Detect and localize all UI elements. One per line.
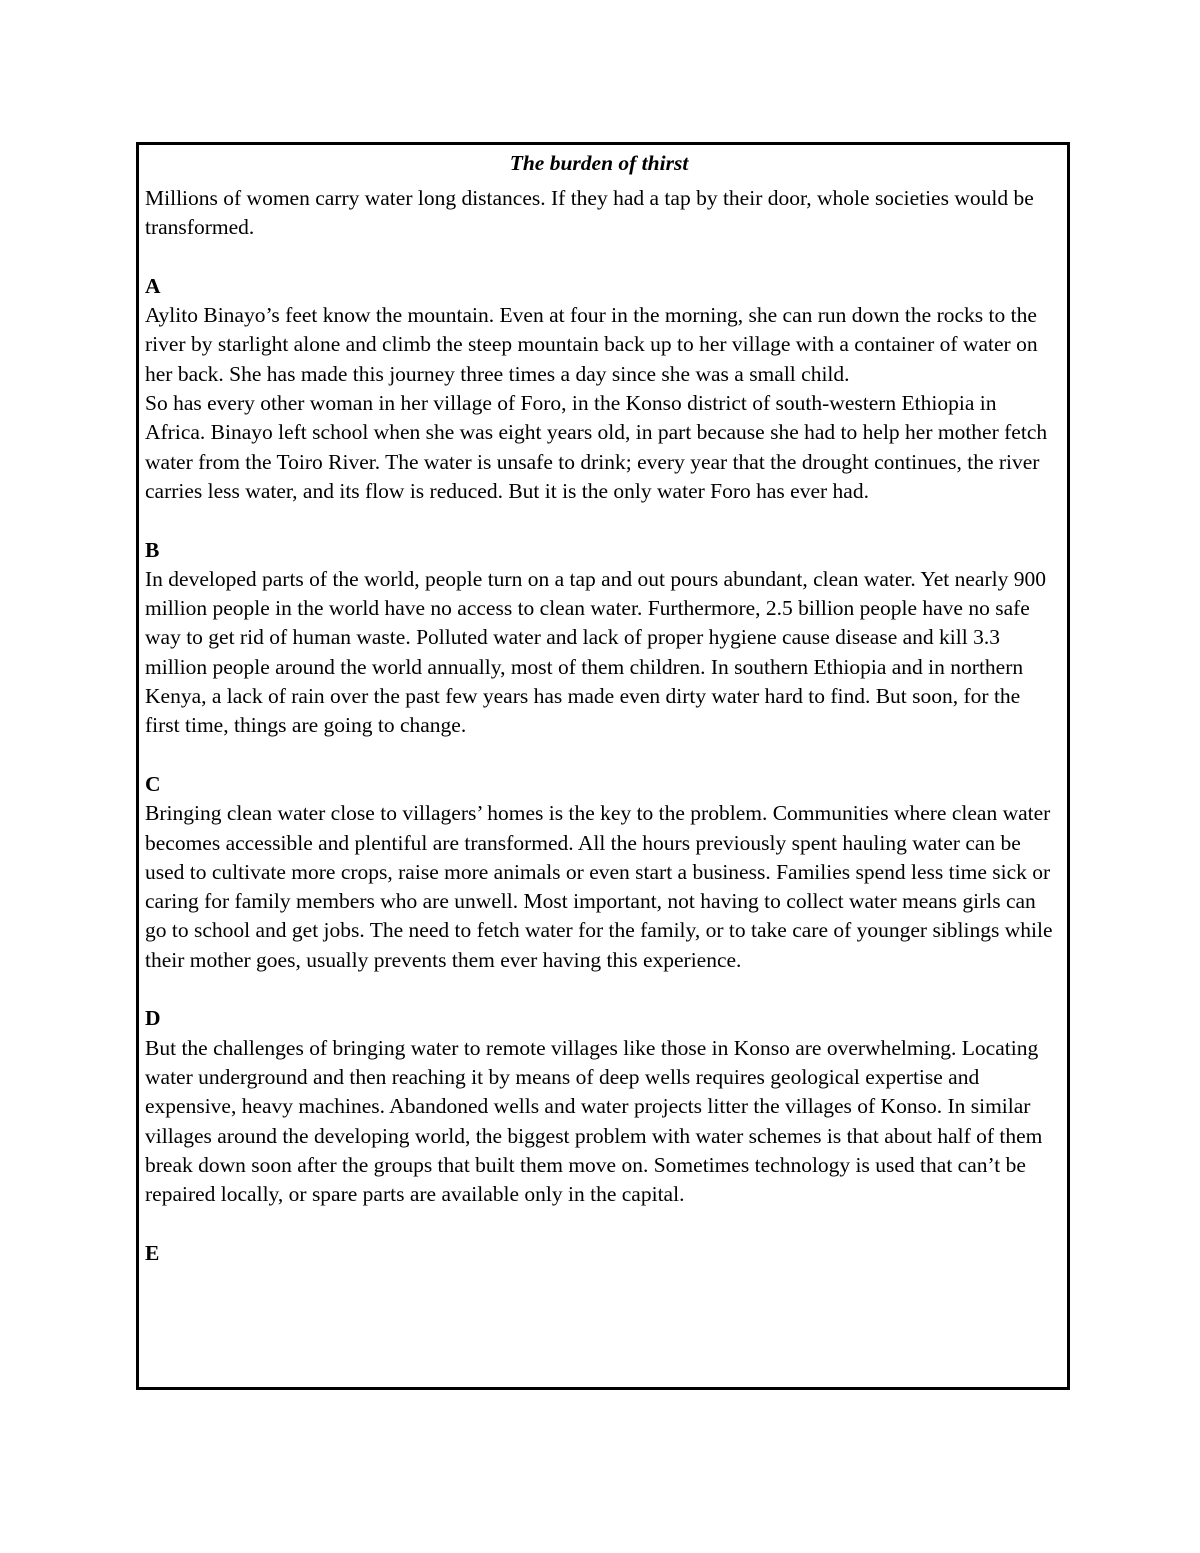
section-d-letter: D [145, 1006, 161, 1031]
paragraph-gap [145, 975, 1053, 1004]
document-title: The burden of thirst [509, 151, 689, 175]
document-content [139, 145, 1067, 1268]
section-a-paragraph-2: So has every other woman in her village of Foro, in the Konso district of south-western Ethiopia in Africa. Binayo left school when she was eight years old, in part because she had to help her mother fetch water from the Toiro River. The water is unsafe to drink; every year that the drought continues, the river carries less water, and its flow is reduced. But it is the only water Foro has ever had. [145, 391, 1048, 503]
section-c-paragraph-1: Bringing clean water close to villagers’ homes is the key to the problem. Communities where clean water becomes accessible and plentiful are transformed. All the hours previously spent hauling water can be used to cultivate more crops, raise more animals or even start a business. Families spend less time sick or caring for family members who are unwell. Most important, not having to collect water means girls can go to school and get jobs. The need to fetch water for the family, or to take care of younger siblings while their mother goes, usually prevents them ever having this experience. [145, 801, 1053, 972]
paragraph-gap [145, 1209, 1053, 1238]
section-d-paragraph-1: But the challenges of bringing water to remote villages like those in Konso are overwhelming. Locating water underground and then reaching it by means of deep wells requires geological expertise and expensive, heavy machines. Abandoned wells and water projects litter the villages of Konso. In similar villages around the developing world, the biggest problem with water schemes is that about half of them break down soon after the groups that built them move on. Sometimes technology is used that can’t be repaired locally, or spare parts are available only in the capital. [145, 1035, 1043, 1207]
section-b-paragraph-1: In developed parts of the world, people turn on a tap and out pours abundant, clean water. Yet nearly 900 million people in the world have no access to clean water. Furthermore, 2.5 billion people have no safe way to get rid of human waste. Polluted water and lack of proper hygiene cause disease and kill 3.3 million people around the world annually, most of them children. In southern Ethiopia and in northern Kenya, a lack of rain over the past few years has made even dirty water hard to find. But soon, for the first time, things are going to change. [145, 566, 1046, 738]
paragraph-gap [145, 243, 1053, 272]
intro-paragraph: Millions of women carry water long distances. If they had a tap by their door, whole societies would be transformed. [145, 186, 1034, 240]
section-a-paragraph-1: Aylito Binayo’s feet know the mountain. Even at four in the morning, she can run down the rocks to the river by starlight alone and climb the steep mountain back up to her village with a container of water on her back. She has made this journey three times a day since she was a small child. [145, 303, 1038, 386]
paragraph-gap [145, 741, 1053, 770]
section-c-letter: C [145, 771, 161, 796]
document-frame [136, 142, 1070, 1390]
section-e-letter: E [145, 1240, 160, 1265]
section-a-letter: A [145, 273, 161, 298]
paragraph-gap [145, 506, 1053, 535]
section-b-letter: B [145, 537, 160, 562]
